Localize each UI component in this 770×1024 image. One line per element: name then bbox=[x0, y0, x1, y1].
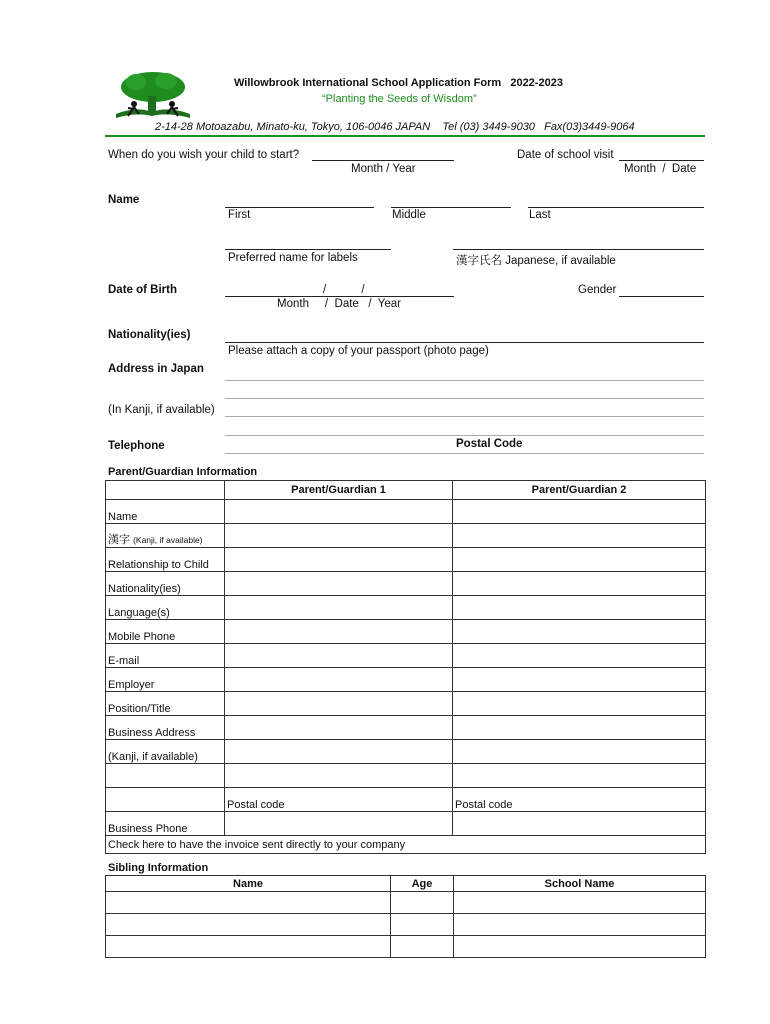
school-logo bbox=[106, 70, 198, 122]
sibling1-school-cell[interactable] bbox=[454, 892, 706, 914]
preferred-hint: Preferred name for labels bbox=[228, 252, 358, 264]
guardian1-name-cell[interactable] bbox=[225, 500, 453, 524]
japanese-name-field[interactable] bbox=[453, 249, 704, 250]
row-name-label: Name bbox=[106, 500, 225, 524]
last-hint: Last bbox=[529, 209, 551, 221]
guardian1-kanji-cell[interactable] bbox=[225, 524, 453, 548]
address-line-1[interactable] bbox=[225, 380, 704, 381]
col-sibling-age: Age bbox=[391, 876, 454, 892]
telephone-label: Telephone bbox=[108, 440, 165, 452]
middle-name-field[interactable] bbox=[391, 207, 511, 208]
form-title: Willowbrook International School Application Form 2022-2023 bbox=[234, 77, 563, 89]
kanji-main: 漢字 bbox=[108, 534, 130, 546]
sibling2-name-cell[interactable] bbox=[106, 914, 391, 936]
sibling3-school-cell[interactable] bbox=[454, 936, 706, 958]
guardian1-business-address-cell[interactable] bbox=[225, 716, 453, 740]
guardian1-postal-cell[interactable]: Postal code bbox=[225, 788, 453, 812]
start-date-hint: Month / Year bbox=[351, 163, 416, 175]
sibling2-school-cell[interactable] bbox=[454, 914, 706, 936]
guardian2-name-cell[interactable] bbox=[453, 500, 706, 524]
guardian1-employer-cell[interactable] bbox=[225, 668, 453, 692]
invoice-checkbox-row[interactable]: Check here to have the invoice sent directly to your company bbox=[106, 836, 706, 854]
guardian1-relationship-cell[interactable] bbox=[225, 548, 453, 572]
guardian1-mobile-cell[interactable] bbox=[225, 620, 453, 644]
guardian2-postal-cell[interactable]: Postal code bbox=[453, 788, 706, 812]
last-name-field[interactable] bbox=[528, 207, 704, 208]
gender-label: Gender bbox=[578, 284, 617, 296]
tree-logo-icon bbox=[106, 70, 198, 122]
guardian1-email-cell[interactable] bbox=[225, 644, 453, 668]
japanese-hint: 漢字氏名 Japanese, if available bbox=[456, 255, 616, 267]
guardian2-position-cell[interactable] bbox=[453, 692, 706, 716]
address-kanji-label: (In Kanji, if available) bbox=[108, 404, 215, 416]
siblings-section-title: Sibling Information bbox=[108, 862, 209, 874]
col-guardian-2: Parent/Guardian 2 bbox=[453, 481, 706, 500]
guardian1-address-extra-cell[interactable] bbox=[225, 764, 453, 788]
parents-table bbox=[105, 480, 706, 854]
row-position-label: Position/Title bbox=[106, 692, 225, 716]
row-blank-label bbox=[106, 764, 225, 788]
name-label: Name bbox=[108, 194, 140, 206]
parents-section-title: Parent/Guardian Information bbox=[108, 466, 258, 478]
guardian2-business-phone-cell[interactable] bbox=[453, 812, 706, 836]
guardian2-address-kanji-cell[interactable] bbox=[453, 740, 706, 764]
row-business-address-label: Business Address bbox=[106, 716, 225, 740]
guardian2-kanji-cell[interactable] bbox=[453, 524, 706, 548]
guardian1-address-kanji-cell[interactable] bbox=[225, 740, 453, 764]
address-label: Address in Japan bbox=[108, 363, 204, 375]
guardian2-address-extra-cell[interactable] bbox=[453, 764, 706, 788]
parents-corner bbox=[106, 481, 225, 500]
nationality-field[interactable] bbox=[225, 342, 704, 343]
guardian1-business-phone-cell[interactable] bbox=[225, 812, 453, 836]
row-kanji-available-label: (Kanji, if available) bbox=[106, 740, 225, 764]
row-kanji-label bbox=[106, 524, 225, 548]
row-employer-label: Employer bbox=[106, 668, 225, 692]
preferred-name-field[interactable] bbox=[225, 249, 391, 250]
gender-field[interactable] bbox=[619, 296, 704, 297]
sibling3-name-cell[interactable] bbox=[106, 936, 391, 958]
visit-label: Date of school visit bbox=[517, 149, 614, 161]
telephone-field[interactable] bbox=[225, 453, 704, 454]
row-language-label: Language(s) bbox=[106, 596, 225, 620]
guardian2-email-cell[interactable] bbox=[453, 644, 706, 668]
header-rule bbox=[105, 135, 705, 137]
guardian2-nationality-cell[interactable] bbox=[453, 572, 706, 596]
sibling2-age-cell[interactable] bbox=[391, 914, 454, 936]
guardian2-employer-cell[interactable] bbox=[453, 668, 706, 692]
siblings-table bbox=[105, 875, 706, 958]
nationality-label: Nationality(ies) bbox=[108, 329, 191, 341]
school-motto: “Planting the Seeds of Wisdom” bbox=[322, 93, 477, 105]
school-address: 2-14-28 Motoazabu, Minato-ku, Tokyo, 106-0046 JAPAN Tel (03) 3449-9030 Fax(03)3449-9064 bbox=[155, 121, 635, 133]
col-guardian-1: Parent/Guardian 1 bbox=[225, 481, 453, 500]
row-mobile-label: Mobile Phone bbox=[106, 620, 225, 644]
row-email-label: E-mail bbox=[106, 644, 225, 668]
sibling1-name-cell[interactable] bbox=[106, 892, 391, 914]
dob-label: Date of Birth bbox=[108, 284, 177, 296]
passport-note: Please attach a copy of your passport (photo page) bbox=[228, 345, 489, 357]
row-postal-label bbox=[106, 788, 225, 812]
sibling1-age-cell[interactable] bbox=[391, 892, 454, 914]
address-line-4[interactable] bbox=[225, 435, 704, 436]
guardian2-business-address-cell[interactable] bbox=[453, 716, 706, 740]
guardian2-mobile-cell[interactable] bbox=[453, 620, 706, 644]
start-question: When do you wish your child to start? bbox=[108, 149, 300, 161]
dob-field[interactable] bbox=[225, 296, 454, 297]
postal-code-label: Postal Code bbox=[456, 438, 523, 450]
dob-hint: Month / Date / Year bbox=[277, 298, 402, 310]
guardian1-position-cell[interactable] bbox=[225, 692, 453, 716]
kanji-small: (Kanji, if available) bbox=[133, 535, 203, 545]
middle-hint: Middle bbox=[392, 209, 426, 221]
address-line-2[interactable] bbox=[225, 398, 704, 399]
row-nationality-label: Nationality(ies) bbox=[106, 572, 225, 596]
start-date-field[interactable] bbox=[312, 160, 454, 161]
address-line-3[interactable] bbox=[225, 416, 704, 417]
guardian1-language-cell[interactable] bbox=[225, 596, 453, 620]
col-sibling-name: Name bbox=[106, 876, 391, 892]
dob-slashes: / / bbox=[323, 284, 365, 296]
guardian2-language-cell[interactable] bbox=[453, 596, 706, 620]
first-name-field[interactable] bbox=[225, 207, 374, 208]
guardian1-nationality-cell[interactable] bbox=[225, 572, 453, 596]
visit-date-hint: Month / Date bbox=[624, 163, 697, 175]
row-business-phone-label: Business Phone bbox=[106, 812, 225, 836]
first-hint: First bbox=[228, 209, 251, 221]
col-sibling-school: School Name bbox=[454, 876, 706, 892]
row-relationship-label: Relationship to Child bbox=[106, 548, 225, 572]
sibling3-age-cell[interactable] bbox=[391, 936, 454, 958]
visit-date-field[interactable] bbox=[619, 160, 704, 161]
guardian2-relationship-cell[interactable] bbox=[453, 548, 706, 572]
